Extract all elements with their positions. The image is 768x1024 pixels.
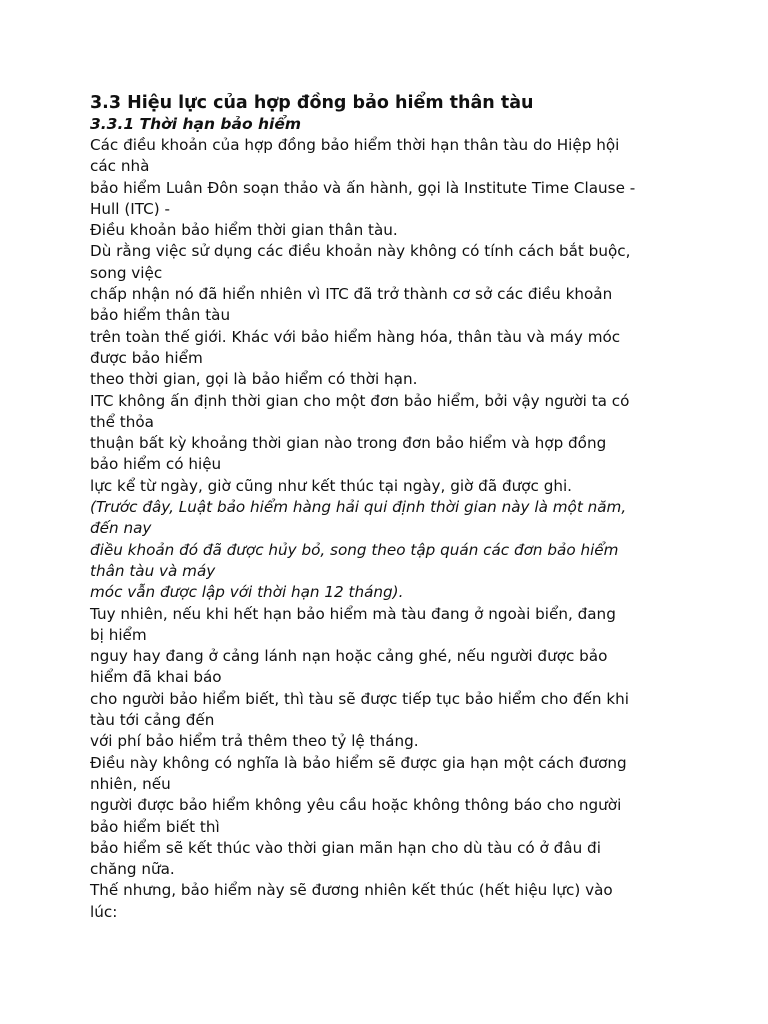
text-line: nhiên, nếu xyxy=(90,774,171,793)
text-line: theo thời gian, gọi là bảo hiểm có thời hạn. xyxy=(90,370,418,389)
document-body xyxy=(90,135,690,923)
text-line: tàu tới cảng đến xyxy=(90,711,215,730)
text-line: móc vẫn được lập với thời hạn 12 tháng). xyxy=(90,583,404,602)
text-line: lực kể từ ngày, giờ cũng như kết thúc tại ngày, giờ đã được ghi. xyxy=(90,476,573,495)
text-line: nguy hay đang ở cảng lánh nạn hoặc cảng ghé, nếu người được bảo xyxy=(90,647,608,666)
text-line: bảo hiểm Luân Đôn soạn thảo và ấn hành, gọi là Institute Time Clause - xyxy=(90,178,636,197)
text-line: bảo hiểm thân tàu xyxy=(90,306,231,325)
text-line: song việc xyxy=(90,263,163,282)
text-line: cho người bảo hiểm biết, thì tàu sẽ được tiếp tục bảo hiểm cho đến khi xyxy=(90,689,629,708)
text-line: bảo hiểm có hiệu xyxy=(90,455,222,474)
text-line: hiểm đã khai báo xyxy=(90,668,222,687)
text-line: thuận bất kỳ khoảng thời gian nào trong đơn bảo hiểm và hợp đồng xyxy=(90,434,607,453)
text-line: Các điều khoản của hợp đồng bảo hiểm thời hạn thân tàu do Hiệp hội xyxy=(90,136,620,154)
text-line: Điều khoản bảo hiểm thời gian thân tàu. xyxy=(90,221,398,240)
text-line: trên toàn thế giới. Khác với bảo hiểm hàng hóa, thân tàu và máy móc xyxy=(90,327,621,346)
document-page xyxy=(90,92,690,923)
subsection-title: 3.3.1 Thời hạn bảo hiểm xyxy=(90,115,302,133)
text-line: lúc: xyxy=(90,902,118,921)
text-line: ITC không ấn định thời gian cho một đơn bảo hiểm, bởi vậy người ta có xyxy=(90,391,630,410)
text-line: các nhà xyxy=(90,157,150,176)
text-line: Điều này không có nghĩa là bảo hiểm sẽ được gia hạn một cách đương xyxy=(90,753,627,772)
text-line: chấp nhận nó đã hiển nhiên vì ITC đã trở thành cơ sở các điều khoản xyxy=(90,285,613,304)
text-line: bảo hiểm biết thì xyxy=(90,817,220,836)
text-line: đến nay xyxy=(90,519,152,538)
text-line: thể thỏa xyxy=(90,412,154,431)
text-line: thân tàu và máy xyxy=(90,561,216,580)
text-line: điều khoản đó đã được hủy bỏ, song theo tập quán các đơn bảo hiểm xyxy=(90,540,619,559)
text-line: Tuy nhiên, nếu khi hết hạn bảo hiểm mà tàu đang ở ngoài biển, đang xyxy=(90,604,616,623)
text-line: chăng nữa. xyxy=(90,860,175,879)
text-line: người được bảo hiểm không yêu cầu hoặc không thông báo cho người xyxy=(90,796,622,815)
text-line: Hull (ITC) - xyxy=(90,199,170,218)
section-title: 3.3 Hiệu lực của hợp đồng bảo hiểm thân tàu xyxy=(90,93,534,113)
text-line: với phí bảo hiểm trả thêm theo tỷ lệ tháng. xyxy=(90,732,419,751)
text-line: Dù rằng việc sử dụng các điều khoản này không có tính cách bắt buộc, xyxy=(90,242,631,261)
text-line: Thế nhưng, bảo hiểm này sẽ đương nhiên kết thúc (hết hiệu lực) vào xyxy=(90,881,613,900)
text-line: bị hiểm xyxy=(90,625,147,644)
text-line: bảo hiểm sẽ kết thúc vào thời gian mãn hạn cho dù tàu có ở đâu đi xyxy=(90,838,601,857)
text-line: (Trước đây, Luật bảo hiểm hàng hải qui định thời gian này là một năm, xyxy=(90,498,627,517)
text-line: được bảo hiểm xyxy=(90,348,203,367)
